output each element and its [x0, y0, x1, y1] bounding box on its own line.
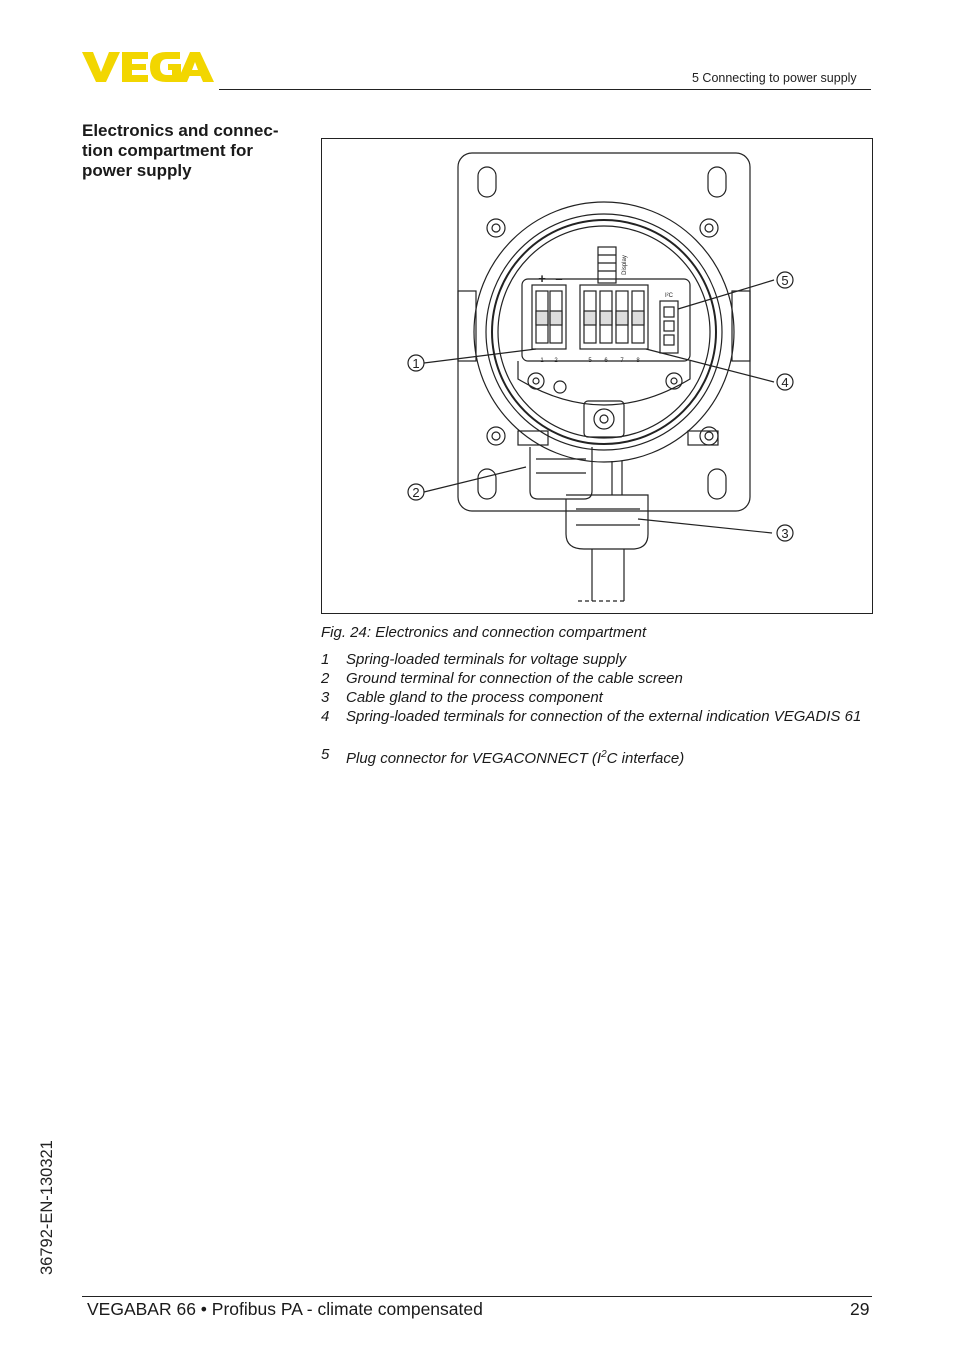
- legend-text: Ground terminal for connection of the cable screen: [346, 670, 683, 687]
- section-label: 5 Connecting to power supply: [692, 71, 857, 85]
- footer-rule: [82, 1296, 872, 1297]
- callout-5: 5: [781, 273, 789, 288]
- document-number: 36792-EN-130321: [38, 1140, 56, 1275]
- terminal-number: 1: [540, 358, 544, 364]
- legend-text: Plug connector for VEGACONNECT ($I^2C$ interface): [346, 749, 685, 767]
- callout-2: 2: [412, 485, 420, 500]
- legend-number: 2: [321, 670, 330, 687]
- callout-3: 3: [781, 526, 789, 541]
- electronics-compartment-drawing: [322, 139, 874, 615]
- callout-1: 1: [412, 356, 420, 371]
- vega-logo: [82, 50, 214, 84]
- terminal-number: 6: [604, 358, 608, 364]
- terminal-number: 8: [636, 358, 640, 364]
- terminal-number: 5: [588, 358, 592, 364]
- i2c-label: I²C: [665, 293, 673, 299]
- legend-item: [321, 745, 871, 768]
- terminal-plus: +: [538, 271, 546, 286]
- legend-item: [321, 688, 871, 707]
- legend-number: 1: [321, 651, 330, 668]
- legend-item: [321, 650, 871, 669]
- legend-item: [321, 707, 871, 726]
- legend-item: [321, 669, 871, 688]
- header-rule: [219, 89, 871, 90]
- legend-text: Spring-loaded terminals for connection of the external indication VEGADIS 61: [346, 708, 862, 725]
- callout-4: 4: [781, 375, 789, 390]
- legend-text: Spring-loaded terminals for voltage supply: [346, 651, 627, 668]
- display-label: Display: [622, 255, 628, 275]
- legend-text: Cable gland to the process component: [346, 689, 603, 706]
- housing-flange: [458, 153, 750, 511]
- legend-number: 4: [321, 708, 330, 725]
- terminal-number: 7: [620, 358, 624, 364]
- legend-number: 5: [321, 746, 330, 763]
- footer-title: VEGABAR 66 • Profibus PA - climate compensated: [87, 1299, 483, 1319]
- terminal-number: 2: [554, 358, 558, 364]
- terminal-minus: –: [555, 271, 563, 286]
- side-heading: Electronics and connec- tion compartment for power supply: [82, 121, 279, 180]
- page-number: 29: [850, 1299, 870, 1319]
- figure-frame: [321, 138, 873, 614]
- legend-number: 3: [321, 689, 330, 706]
- figure-caption: Fig. 24: Electronics and connection compartment: [321, 624, 647, 641]
